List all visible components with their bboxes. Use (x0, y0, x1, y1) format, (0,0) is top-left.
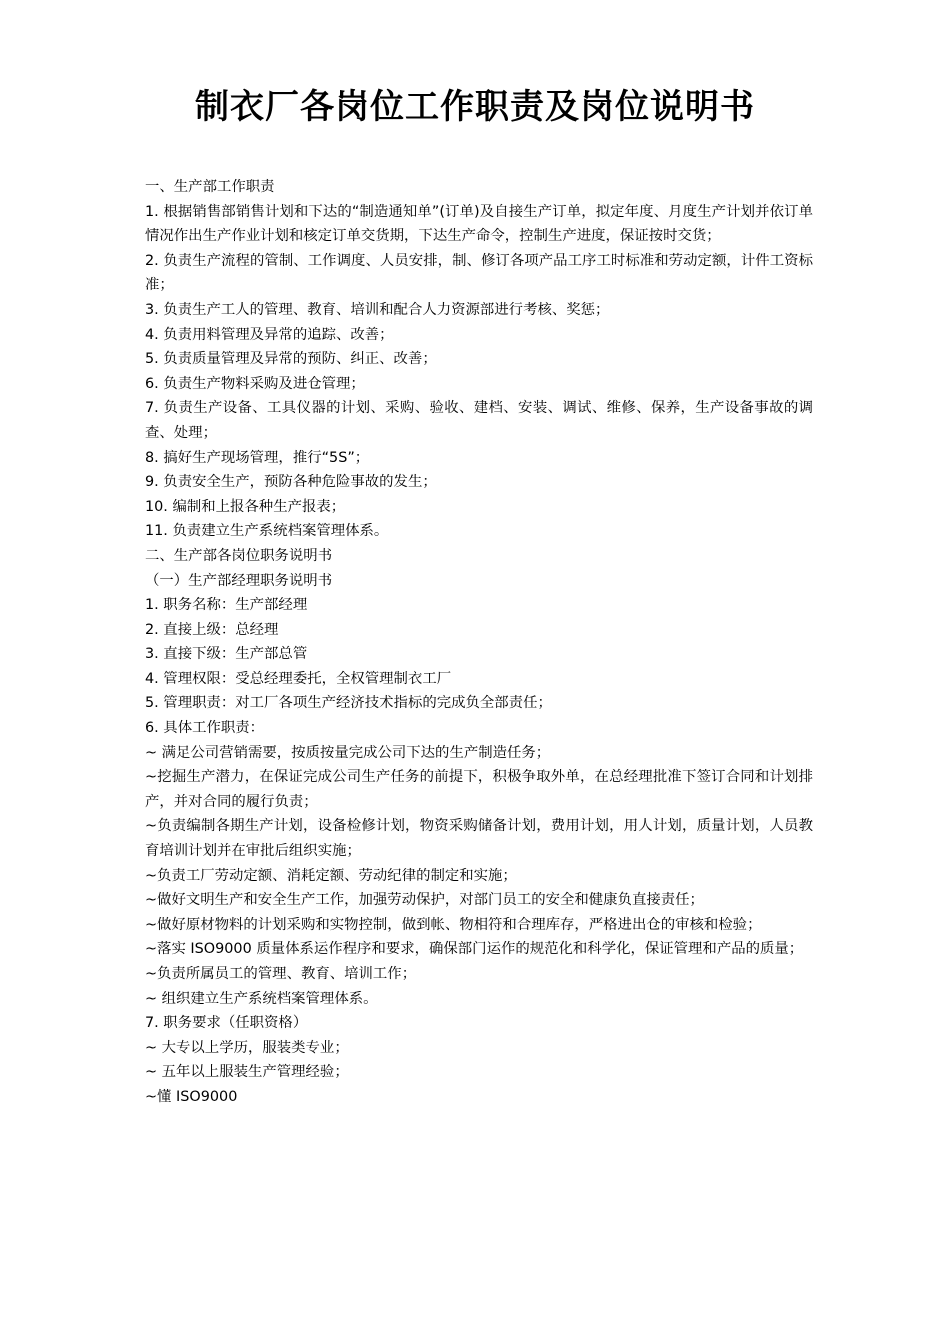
subsection-heading: （一）生产部经理职务说明书 (145, 572, 333, 589)
paragraph: 5. 管理职责：对工厂各项生产经济技术指标的完成负全部责任； (145, 695, 552, 712)
paragraph: ~做好文明生产和安全生产工作，加强劳动保护，对部门员工的安全和健康负直接责任； (145, 892, 704, 909)
paragraph: 5. 负责质量管理及异常的预防、纠正、改善； (145, 351, 437, 368)
paragraph: ~ 大专以上学历，服装类专业； (145, 1039, 349, 1056)
paragraph: ~做好原材物料的计划采购和实物控制，做到帐、物相符和合理库存，严格进出仓的审核和检验； (145, 916, 762, 933)
paragraph: ~ 满足公司营销需要，按质按量完成公司下达的生产制造任务； (145, 744, 551, 761)
paragraph: ~落实 ISO9000 质量体系运作程序和要求，确保部门运作的规范化和科学化，保证管理和产品的质量； (145, 941, 804, 958)
paragraph: 6. 负责生产物料采购及进仓管理； (145, 375, 365, 392)
paragraph: 10. 编制和上报各种生产报表； (145, 498, 346, 515)
paragraph: ~负责编制各期生产计划，设备检修计划，物资采购储备计划，费用计划，用人计划，质量计划，人员教育培训计划并在审批后组织实施； (145, 818, 813, 860)
paragraph: 6. 具体工作职责： (145, 720, 265, 737)
paragraph: 2. 直接上级：总经理 (145, 621, 279, 638)
paragraph: 3. 直接下级：生产部总管 (145, 646, 308, 663)
section-heading: 二、生产部各岗位职务说明书 (145, 547, 333, 564)
paragraph: 9. 负责安全生产，预防各种危险事故的发生； (145, 474, 437, 491)
paragraph: ~懂 ISO9000 (145, 1088, 238, 1105)
document-body (145, 175, 813, 1110)
section-heading: 一、生产部工作职责 (145, 179, 275, 195)
paragraph: 4. 负责用料管理及异常的追踪、改善； (145, 326, 394, 343)
paragraph: 1. 根据销售部销售计划和下达的“制造通知单”(订单)及自接生产订单，拟定年度、月度生产计划并依订单情况作出生产作业计划和核定订单交货期，下达生产命令，控制生产进度，保证按时交货； (145, 203, 813, 245)
paragraph: 1. 职务名称：生产部经理 (145, 597, 308, 614)
paragraph: ~负责所属员工的管理、教育、培训工作； (145, 966, 417, 982)
paragraph: ~ 组织建立生产系统档案管理体系。 (145, 990, 378, 1007)
paragraph: 2. 负责生产流程的管制、工作调度、人员安排，制、修订各项产品工序工时标准和劳动定额，计件工资标准； (145, 252, 813, 294)
paragraph: 3. 负责生产工人的管理、教育、培训和配合人力资源部进行考核、奖惩； (145, 301, 610, 318)
paragraph: ~负责工厂劳动定额、消耗定额、劳动纪律的制定和实施； (145, 867, 517, 884)
paragraph: 11. 负责建立生产系统档案管理体系。 (145, 523, 389, 540)
paragraph: ~ 五年以上服装生产管理经验； (145, 1064, 349, 1081)
document-title: 制衣厂各岗位工作职责及岗位说明书 (195, 87, 755, 127)
paragraph: ~挖掘生产潜力，在保证完成公司生产任务的前提下，积极争取外单，在总经理批准下签订合同和计划排产，并对合同的履行负责； (145, 769, 813, 810)
paragraph: 7. 负责生产设备、工具仪器的计划、采购、验收、建档、安装、调试、维修、保养，生产设备事故的调查、处理； (145, 400, 813, 441)
paragraph: 8. 搞好生产现场管理，推行“5S”； (145, 449, 370, 466)
paragraph: 4. 管理权限：受总经理委托，全权管理制衣工厂 (145, 670, 452, 687)
paragraph: 7. 职务要求（任职资格） (145, 1015, 308, 1032)
